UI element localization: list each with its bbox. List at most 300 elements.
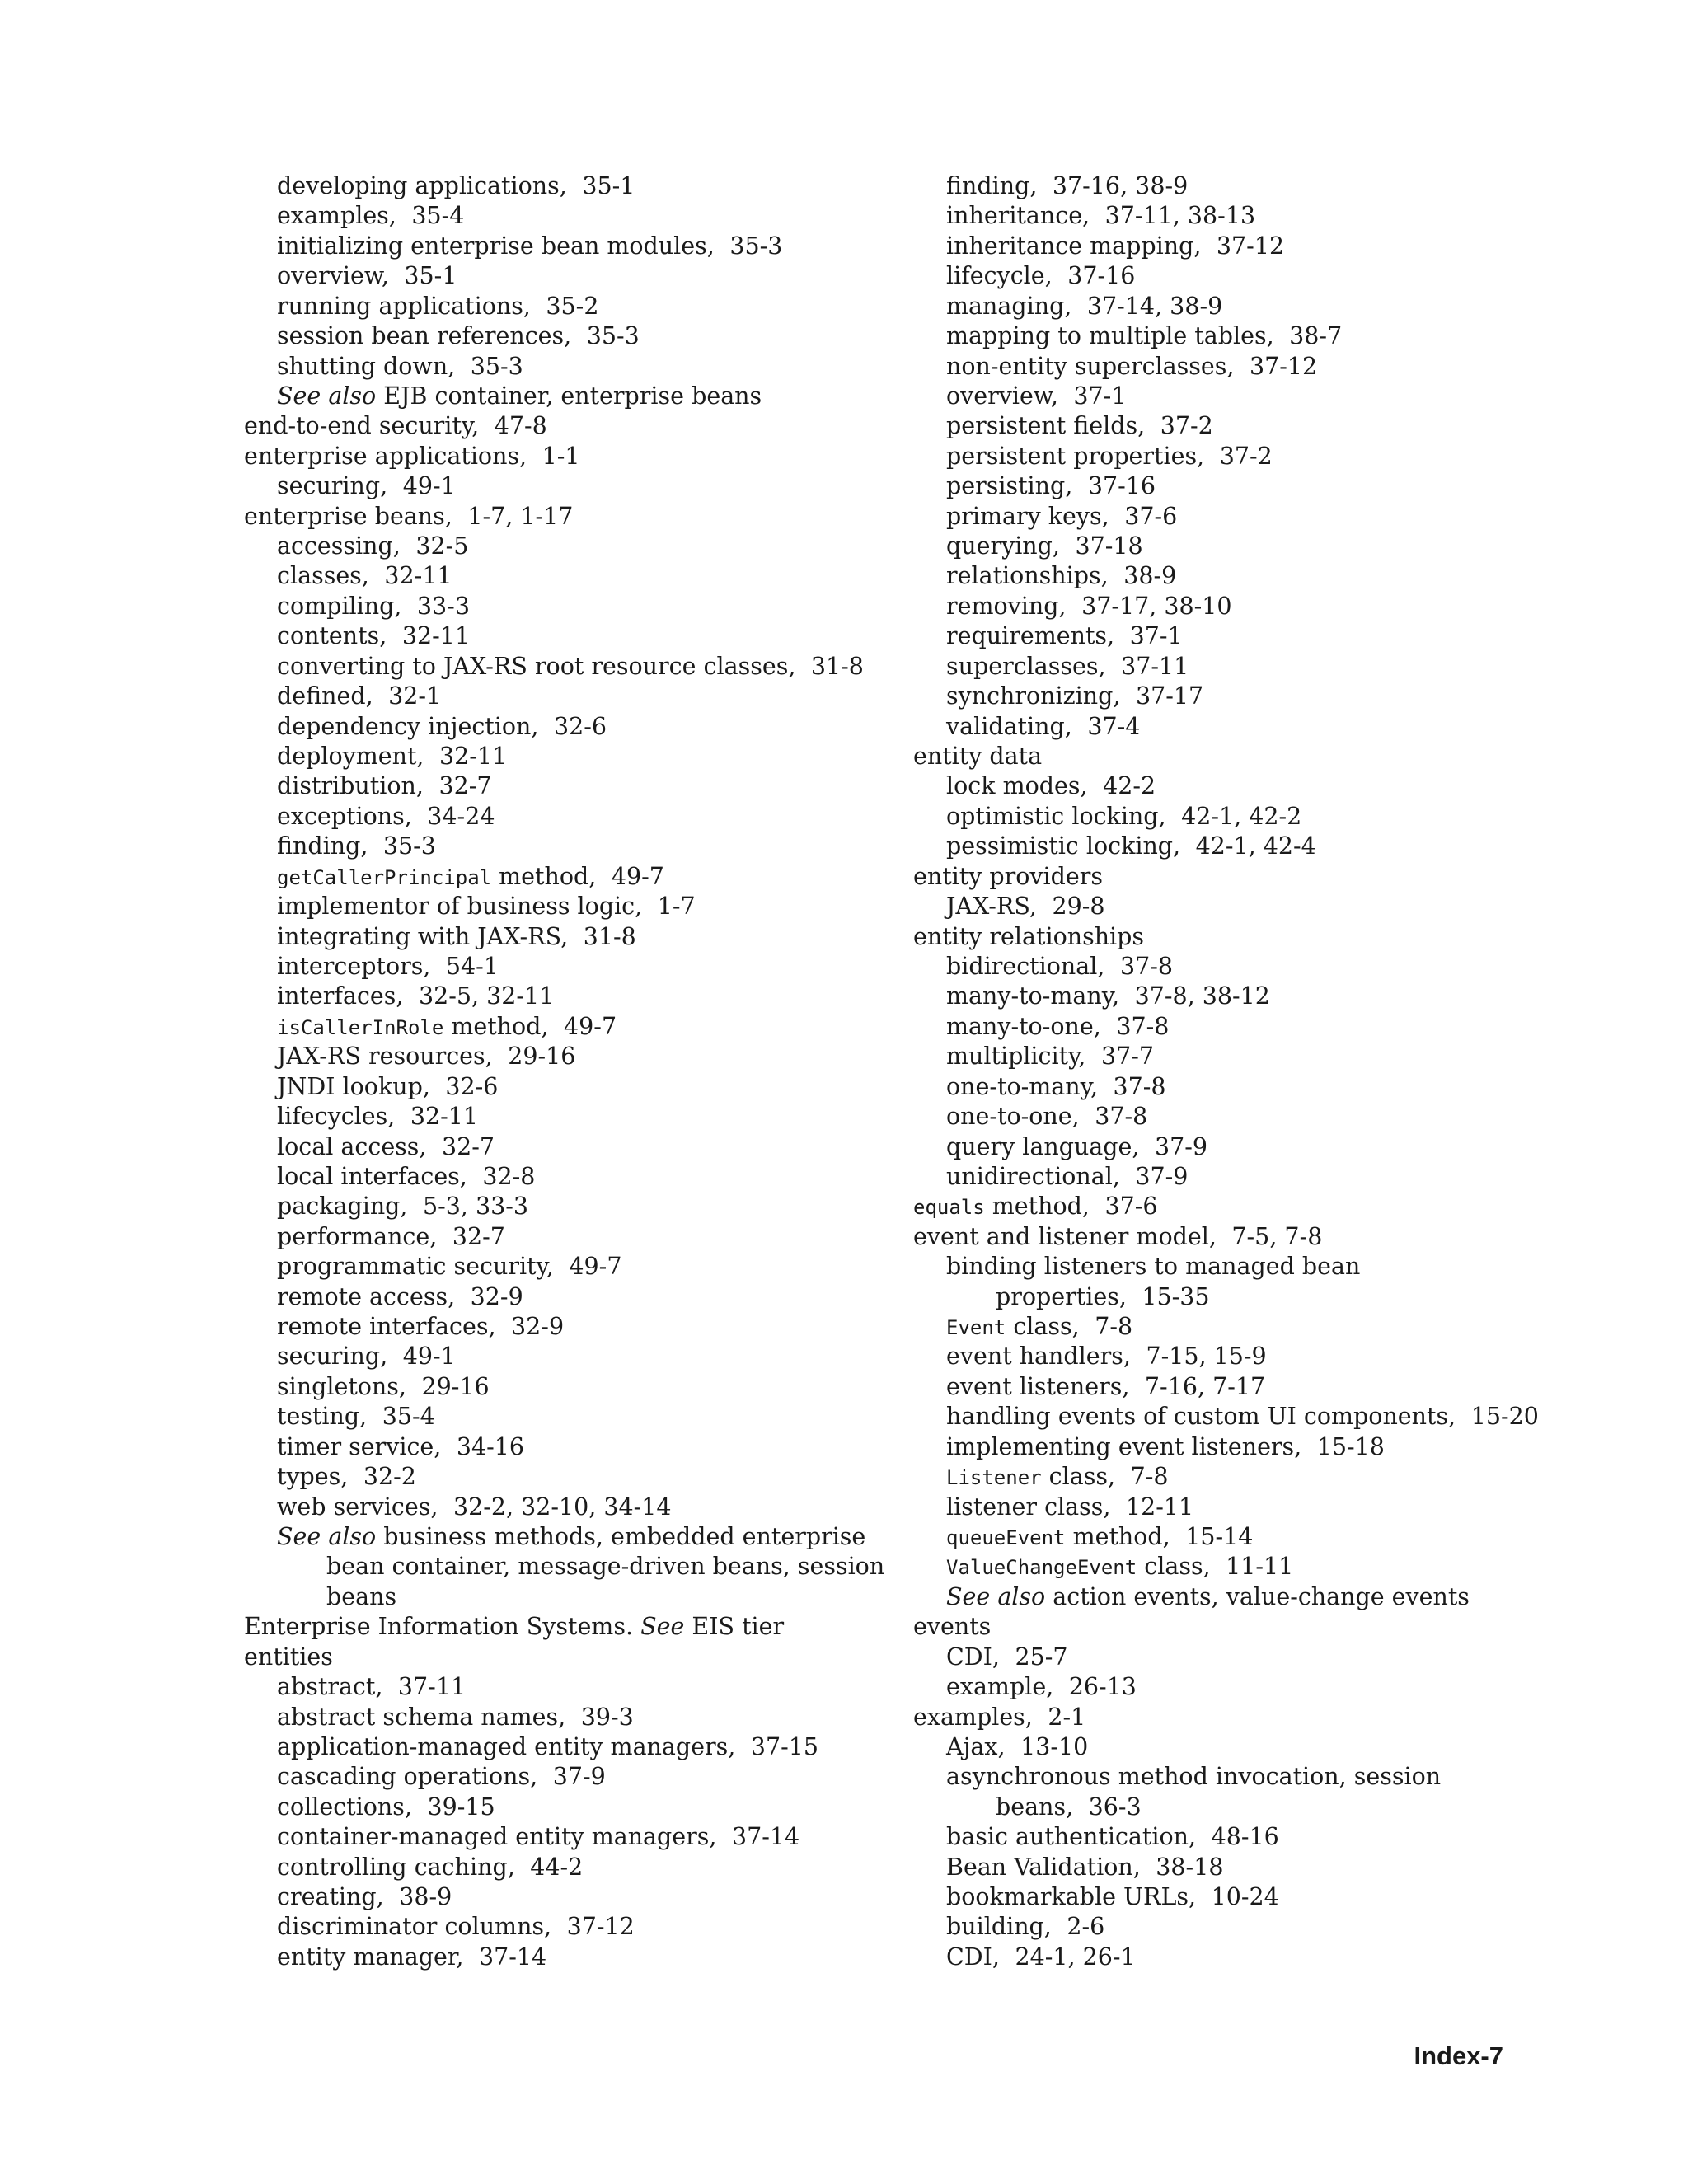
page-reference: 10-24 [1211,1883,1279,1911]
index-entry [244,1943,870,1972]
entry-term: running applications, [277,292,531,320]
page-reference: 32-8 [482,1162,536,1190]
page-reference: 32-2, 32-10, 34-14 [452,1493,672,1521]
index-entry [913,712,1540,742]
index-entry [244,832,870,861]
entry-term: pessimistic locking, [946,832,1181,860]
index-entry [913,1882,1540,1912]
index-entry [244,1252,870,1282]
page-reference: 35-3 [586,322,640,350]
page-reference: 37-15 [750,1732,819,1760]
entry-term: inheritance mapping, [946,232,1202,260]
index-entry [244,892,870,921]
entry-term: Enterprise Information Systems. [244,1613,634,1641]
page-reference: 32-9 [511,1313,565,1341]
entry-term: local access, [277,1132,427,1160]
page-reference: 24-1, 26-1 [1015,1943,1136,1971]
page-reference: 37-7 [1100,1043,1154,1071]
page-reference: 37-8, 38-12 [1134,982,1270,1010]
page-reference: 37-12 [1250,352,1318,380]
index-entry [244,712,870,742]
entry-term: method, [1072,1522,1170,1550]
page-reference: 35-3 [382,832,436,860]
index-entry [913,1793,1540,1822]
page-reference: 1-7, 1-17 [467,502,574,530]
entry-term: exceptions, [277,802,412,830]
entry-term: event listeners, [946,1372,1130,1400]
entry-term: unidirectional, [946,1162,1120,1190]
entry-term: performance, [277,1222,438,1250]
entry-term: beans [326,1582,397,1610]
index-entry [913,1222,1540,1252]
index-entry [913,171,1540,201]
page-reference: 37-11 [397,1673,467,1701]
page-reference: 37-11 [1121,652,1189,680]
entry-term: abstract, [277,1673,383,1701]
page-reference: 34-16 [456,1432,525,1460]
page-reference: 37-8 [1119,952,1173,980]
index-entry [913,1912,1540,1942]
page-reference: 33-3 [416,592,470,620]
page-reference: 25-7 [1015,1643,1068,1671]
page-reference: 32-2 [363,1463,416,1491]
page-reference: 37-12 [1216,232,1285,260]
entry-term: testing, [277,1403,368,1431]
page-reference: 37-2 [1219,442,1273,470]
page-reference: 32-11 [439,743,508,771]
page-reference: 49-1 [402,1343,456,1371]
page-reference: 26-13 [1068,1673,1137,1701]
page-reference: 15-20 [1470,1403,1539,1431]
entry-term: web services, [277,1493,438,1521]
entry-term: accessing, [277,532,401,560]
index-entry [244,1882,870,1912]
page-reference: 39-3 [580,1703,634,1731]
index-entry [244,1822,870,1852]
index-entry [913,621,1540,651]
page-reference: 35-3 [729,232,783,260]
entry-term: developing applications, [277,172,567,199]
index-entry [244,321,870,351]
index-entry [244,1042,870,1071]
entry-term: many-to-one, [946,1012,1101,1040]
page-reference: 32-7 [442,1132,495,1160]
index-entry [244,1132,870,1162]
page-reference: 42-1, 42-4 [1195,832,1316,860]
index-entry [244,771,870,801]
page-reference: 15-35 [1142,1282,1210,1310]
entry-term: collections, [277,1793,412,1821]
entry-term: finding, [277,832,368,860]
index-entry [913,1372,1540,1402]
page-reference: 15-18 [1316,1432,1385,1460]
entry-term: interceptors, [277,952,431,980]
entry-term: synchronizing, [946,682,1121,710]
entry-term: entity providers [913,862,1104,890]
index-entry [913,232,1540,261]
entry-term: contents, [277,622,387,650]
entry-term: enterprise beans, [244,502,452,530]
index-entry [913,1312,1540,1342]
page-reference: 35-4 [411,202,465,230]
index-entry [913,1132,1540,1162]
index-entry [244,1522,870,1552]
index-entry [244,1192,870,1221]
index-entry [913,1943,1540,1972]
entry-term: packaging, [277,1193,408,1221]
page-reference: 32-5 [415,532,469,560]
index-entry [913,321,1540,351]
entry-term: examples, [913,1703,1033,1731]
entry-term: defined, [277,682,373,710]
page-reference: 37-11, 38-13 [1104,202,1256,230]
index-entry [244,382,870,411]
entry-term: securing, [277,1343,388,1371]
page-reference: 34-24 [427,802,495,830]
entry-term: superclasses, [946,652,1106,680]
index-column-right [913,171,1540,1972]
entry-term: mapping to multiple tables, [946,322,1274,350]
page-reference: 39-15 [427,1793,495,1821]
index-entry [244,292,870,321]
entry-term: basic authentication, [946,1823,1197,1851]
entry-term: bean container, message-driven beans, session [326,1553,885,1581]
entry-term: dependency injection, [277,712,539,740]
page-reference: 2-1 [1048,1703,1086,1731]
index-entry [244,201,870,231]
index-entry [913,802,1540,832]
index-entry [244,1222,870,1252]
page-reference: 32-11 [401,622,470,650]
index-entry [913,1102,1540,1132]
page-reference: 32-1 [388,682,442,710]
page-reference: 32-6 [553,712,607,740]
page-reference: 32-11 [384,562,452,590]
page-reference: 1-1 [542,442,580,470]
page-reference: 38-9 [1123,562,1177,590]
page-reference: 35-2 [546,292,599,320]
entry-term: method, [499,862,597,890]
page-reference: 49-7 [564,1012,617,1040]
entry-term: entities [244,1643,333,1671]
page-reference: 29-16 [421,1372,490,1400]
code-term: Listener [946,1466,1042,1490]
entry-term: EJB container, enterprise beans [383,382,762,410]
page-reference: 38-7 [1289,322,1343,350]
index-entry [913,1672,1540,1702]
entry-term: requirements, [946,622,1115,650]
entry-term: managing, [946,292,1072,320]
index-entry [244,1912,870,1942]
code-term: ValueChangeEvent [946,1556,1137,1580]
page-reference: 7-15, 15-9 [1146,1343,1267,1371]
page-reference: 37-1 [1073,382,1127,410]
page-reference: 37-6 [1124,502,1178,530]
index-entry [913,1493,1540,1522]
page-reference: 32-7 [452,1222,505,1250]
index-entry [913,201,1540,231]
entry-term: shutting down, [277,352,456,380]
index-entry [913,532,1540,561]
entry-term: lock modes, [946,772,1088,800]
index-entry [913,592,1540,621]
page-reference: 35-1 [582,172,635,199]
entry-term: relationships, [946,562,1109,590]
index-entry [244,1762,870,1792]
index-entry [244,1342,870,1371]
entry-term: finding, [946,172,1038,199]
entry-term: querying, [946,532,1060,560]
page-reference: 32-6 [445,1072,499,1100]
index-entry [913,952,1540,982]
entry-term: entity manager, [277,1943,464,1971]
index-entry [913,922,1540,952]
index-entry [244,561,870,591]
entry-term: abstract schema names, [277,1703,566,1731]
index-entry [244,1853,870,1882]
page-reference: 54-1 [445,952,499,980]
see-also-label: See also [277,382,377,410]
index-entry [913,1522,1540,1552]
page-reference: 12-11 [1125,1493,1194,1521]
index-entry [244,1102,870,1132]
entry-term: remote interfaces, [277,1313,496,1341]
entry-term: query language, [946,1132,1140,1160]
index-entry [913,1432,1540,1462]
index-entry [913,682,1540,711]
index-entry [244,1582,870,1612]
entry-term: distribution, [277,772,424,800]
page-reference: 7-8 [1130,1463,1169,1491]
index-entry [244,1372,870,1402]
entry-term: enterprise applications, [244,442,528,470]
see-label: See [640,1613,685,1641]
page-reference: 11-11 [1226,1553,1294,1581]
page-reference: 44-2 [530,1853,584,1881]
index-entry [913,1853,1540,1882]
index-entry [244,1493,870,1522]
index-entry [244,1643,870,1672]
entry-term: entity data [913,743,1043,771]
entry-term: cascading operations, [277,1763,538,1791]
entry-term: remote access, [277,1282,456,1310]
page-reference: 32-11 [410,1103,479,1131]
page-reference: 5-3, 33-3 [423,1193,529,1221]
entry-term: overview, [946,382,1058,410]
page-reference: 7-5, 7-8 [1231,1222,1323,1250]
index-entry [244,1432,870,1462]
page-reference: 32-7 [438,772,492,800]
page-reference: 35-1 [404,262,457,290]
entry-term: building, [946,1913,1052,1941]
entry-term: compiling, [277,592,402,620]
entry-term: controlling caching, [277,1853,515,1881]
index-entry [913,1402,1540,1432]
entry-term: non-entity superclasses, [946,352,1235,380]
entry-term: Ajax, [946,1732,1006,1760]
page-reference: 37-14, 38-9 [1086,292,1223,320]
page-reference: 13-10 [1020,1732,1089,1760]
page-number: Index-7 [1414,2041,1503,2070]
entry-term: handling events of custom UI components, [946,1403,1456,1431]
index-entry [913,1072,1540,1102]
page-reference: 35-3 [470,352,523,380]
entry-term: deployment, [277,743,424,771]
page-reference: 36-3 [1088,1793,1142,1821]
see-also-label: See also [277,1522,377,1550]
see-also-label: See also [946,1582,1046,1610]
entry-term: many-to-many, [946,982,1120,1010]
index-entry [244,802,870,832]
index-entry [913,832,1540,861]
page-reference: 35-4 [382,1403,435,1431]
entry-term: JAX-RS resources, [277,1043,493,1071]
page-reference: 37-17, 38-10 [1081,592,1232,620]
entry-term: primary keys, [946,502,1109,530]
see-target: EIS tier [692,1613,785,1641]
index-entry [913,1012,1540,1042]
entry-term: persistent properties, [946,442,1205,470]
index-entry [244,471,870,501]
page-reference: 37-12 [566,1913,635,1941]
page-reference: 37-8 [1095,1103,1148,1131]
index-entry [913,352,1540,382]
index-entry [244,1072,870,1102]
entry-term: interfaces, [277,982,404,1010]
page-reference: 37-8 [1113,1072,1166,1100]
index-entry [913,1162,1540,1192]
page-reference: 15-14 [1185,1522,1254,1550]
index-entry [244,1732,870,1762]
entry-term: optimistic locking, [946,802,1166,830]
index-entry [913,862,1540,892]
entry-term: end-to-end security, [244,412,480,440]
code-term: isCallerInRole [277,1015,444,1039]
entry-term: implementor of business logic, [277,893,643,921]
index-entry [913,1732,1540,1762]
entry-term: one-to-many, [946,1072,1098,1100]
index-entry [244,1552,885,1582]
code-term: Event [946,1316,1006,1340]
page-reference: 2-6 [1067,1913,1105,1941]
entry-term: class, [1013,1313,1080,1341]
page-reference: 37-16, 38-9 [1052,172,1189,199]
entry-term: listener class, [946,1493,1111,1521]
index-entry [913,1643,1540,1672]
index-entry [244,1012,870,1042]
page-reference: 1-7 [657,893,696,921]
index-entry [244,682,870,711]
entry-term: creating, [277,1883,384,1911]
entry-term: class, [1144,1553,1211,1581]
index-entry [244,352,870,382]
index-entry [244,1703,870,1732]
page-reference: 37-14 [732,1823,800,1851]
page-reference: 32-5, 32-11 [418,982,555,1010]
page-reference: 42-2 [1103,772,1156,800]
page-reference: 32-9 [470,1282,523,1310]
index-entry [913,742,1540,771]
index-entry [244,1612,870,1642]
entry-term: persistent fields, [946,412,1146,440]
index-entry [244,1312,870,1342]
entry-term: securing, [277,472,388,500]
index-entry [244,1162,870,1192]
entry-term: Bean Validation, [946,1853,1141,1881]
entry-term: JNDI lookup, [277,1072,430,1100]
entry-term: singletons, [277,1372,406,1400]
index-entry [913,411,1540,441]
index-entry [244,1793,870,1822]
index-entry [913,1342,1540,1371]
index-entry [913,1192,1540,1221]
index-entry [244,922,870,952]
entry-term: action events, value-change events [1053,1582,1470,1610]
entry-term: event handlers, [946,1343,1131,1371]
entry-term: CDI, [946,1943,1000,1971]
index-entry [244,952,870,982]
code-term: getCallerPrincipal [277,865,492,889]
index-entry [244,1672,870,1702]
entry-term: application-managed entity managers, [277,1732,736,1760]
entry-term: one-to-one, [946,1103,1080,1131]
index-entry [913,1042,1540,1071]
page-reference: 31-8 [810,652,864,680]
page-reference: 7-16, 7-17 [1144,1372,1266,1400]
index-entry [244,982,870,1011]
page-reference: 37-4 [1087,712,1141,740]
entry-term: example, [946,1673,1054,1701]
page-reference: 37-8 [1116,1012,1170,1040]
entry-term: timer service, [277,1432,442,1460]
page-reference: 49-7 [569,1253,622,1281]
entry-term: discriminator columns, [277,1913,552,1941]
index-column-left [244,171,885,1972]
page-reference: 37-1 [1129,622,1183,650]
index-entry [244,171,870,201]
index-entry [913,1762,1540,1792]
index-entry [244,652,870,682]
code-term: queueEvent [946,1526,1066,1549]
page-reference: 37-14 [478,1943,547,1971]
entry-term: implementing event listeners, [946,1432,1302,1460]
entry-term: removing, [946,592,1067,620]
index-entry [244,532,870,561]
entry-term: overview, [277,262,389,290]
page-reference: 7-8 [1095,1313,1133,1341]
entry-term: converting to JAX-RS root resource classes, [277,652,796,680]
index-entry [244,742,870,771]
entry-term: inheritance, [946,202,1090,230]
index-entry [913,1822,1540,1852]
entry-term: lifecycles, [277,1103,396,1131]
index-entry [913,471,1540,501]
page-reference: 49-1 [402,472,456,500]
index-entry [244,1462,870,1492]
entry-term: persisting, [946,472,1073,500]
code-term: equals [913,1196,985,1220]
index-entry [244,1282,870,1312]
entry-term: properties, [996,1282,1127,1310]
page-reference: 38-18 [1156,1853,1224,1881]
entry-term: lifecycle, [946,262,1053,290]
index-entry [244,442,870,471]
page-reference: 37-2 [1160,412,1213,440]
index-entry [913,502,1540,532]
index-entry [913,382,1540,411]
index-entry [244,411,870,441]
index-entry [913,261,1540,291]
